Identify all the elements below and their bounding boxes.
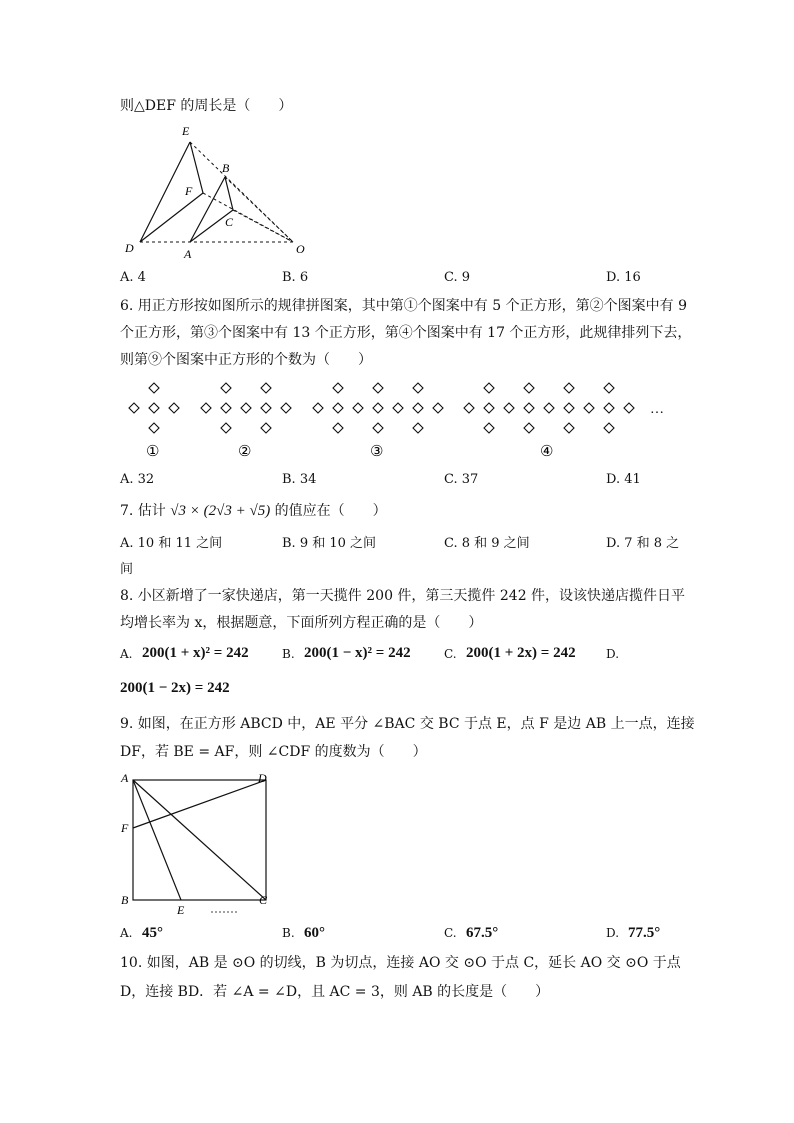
q5-label-d: D [125, 241, 134, 255]
q9-label-e: E [177, 903, 185, 917]
q9-option-d-value[interactable]: 77.5° [628, 925, 661, 941]
q7-option-d[interactable]: D. 7 和 8 之 [606, 536, 680, 551]
q9-label-b: B [121, 893, 129, 907]
q8-option-c-label[interactable]: C. [444, 647, 457, 661]
q9-option-d-label[interactable]: D. [606, 926, 620, 940]
q6-pattern-label-1: ① [146, 444, 160, 460]
q5-option-d[interactable]: D. 16 [606, 270, 641, 285]
q5-label-a: A [184, 247, 192, 260]
q5-option-b[interactable]: B. 6 [282, 270, 309, 285]
q6-pattern-label-3: ③ [370, 444, 384, 460]
q8-option-a-label[interactable]: A. [120, 647, 133, 661]
q9-label-d: D [258, 771, 267, 785]
q9-option-c-value[interactable]: 67.5° [466, 925, 499, 941]
pattern-1-squares [129, 383, 179, 433]
q8-option-c-equation[interactable]: 200(1 + 2x) = 242 [466, 645, 576, 661]
q5-figure [115, 120, 325, 260]
q5-label-o: O [296, 242, 305, 256]
q6-option-c[interactable]: C. 37 [444, 472, 479, 487]
q10-line-1: 10. 如图，AB 是 ⊙O 的切线，B 为切点，连接 AO 交 ⊙O 于点 C，延长 AO 交 ⊙O 于点 [120, 955, 681, 971]
q5-label-b: B [222, 161, 230, 175]
q9-square-figure [115, 766, 280, 918]
q9-line-2: DF，若 BE = AF，则 ∠CDF 的度数为（ ） [120, 744, 427, 760]
q8-option-b-label[interactable]: B. [282, 647, 295, 661]
q6-line-2: 个正方形，第③个图案中有 13 个正方形，第④个图案中有 17 个正方形，此规律排列下去， [120, 325, 692, 341]
q6-pattern-figure [118, 375, 678, 465]
pattern-4-squares [464, 383, 634, 433]
q5-label-c: C [225, 215, 234, 229]
pattern-3-squares [313, 383, 443, 433]
q7-option-c[interactable]: C. 8 和 9 之间 [444, 536, 530, 551]
q10-line-2: D，连接 BD．若 ∠A = ∠D，且 AC = 3，则 AB 的长度是（ ） [120, 984, 550, 1000]
q6-pattern-label-4: ④ [540, 444, 554, 460]
q6-ellipsis: … [650, 402, 664, 417]
pattern-2-squares [201, 383, 291, 433]
q8-line-2: 均增长率为 x，根据题意，下面所列方程正确的是（ ） [120, 615, 483, 631]
q9-option-a-value[interactable]: 45° [142, 925, 163, 941]
q9-line-1: 9. 如图，在正方形 ABCD 中，AE 平分 ∠BAC 交 BC 于点 E，点 F 是边 AB 上一点，连接 [120, 716, 695, 732]
q9-label-a: A [121, 771, 129, 785]
q7-expression: √3 × (2√3 + √5) [170, 503, 271, 519]
q7-option-b[interactable]: B. 9 和 10 之间 [282, 536, 377, 551]
q5-label-f: F [185, 184, 193, 198]
q7-option-d-wrap: 间 [120, 562, 134, 577]
q9-option-b-value[interactable]: 60° [304, 925, 325, 941]
q6-option-d[interactable]: D. 41 [606, 472, 641, 487]
q9-option-b-label[interactable]: B. [282, 926, 295, 940]
q7-prefix: 7. 估计 [120, 503, 166, 519]
q8-option-d-label[interactable]: D. [606, 647, 620, 661]
q5-stem: 则△DEF 的周长是（ ） [120, 98, 293, 114]
q6-line-1: 6. 用正方形按如图所示的规律拼图案，其中第①个图案中有 5 个正方形，第②个图案中有 9 [120, 298, 687, 314]
q9-option-a-label[interactable]: A. [120, 926, 133, 940]
q5-option-a[interactable]: A. 4 [120, 270, 146, 285]
q7-option-a[interactable]: A. 10 和 11 之间 [120, 536, 223, 551]
q9-label-c: C [259, 893, 268, 907]
q8-option-a-equation[interactable]: 200(1 + x)² = 242 [142, 645, 249, 661]
q8-line-1: 8. 小区新增了一家快递店，第一天揽件 200 件，第三天揽件 242 件，设该快递店揽件日平 [120, 588, 686, 604]
q5-option-c[interactable]: C. 9 [444, 270, 471, 285]
q5-label-e: E [182, 124, 190, 138]
q6-option-b[interactable]: B. 34 [282, 472, 317, 487]
q9-label-f: F [121, 821, 129, 835]
q9-option-c-label[interactable]: C. [444, 926, 457, 940]
q7-suffix: 的值应在（ ） [274, 503, 387, 519]
q6-pattern-label-2: ② [238, 444, 252, 460]
q7-stem [120, 500, 387, 520]
q8-option-d-equation[interactable]: 200(1 − 2x) = 242 [120, 680, 230, 696]
q6-option-a[interactable]: A. 32 [120, 472, 155, 487]
q8-option-b-equation[interactable]: 200(1 − x)² = 242 [304, 645, 411, 661]
q6-line-3: 则第⑨个图案中正方形的个数为（ ） [120, 352, 372, 368]
